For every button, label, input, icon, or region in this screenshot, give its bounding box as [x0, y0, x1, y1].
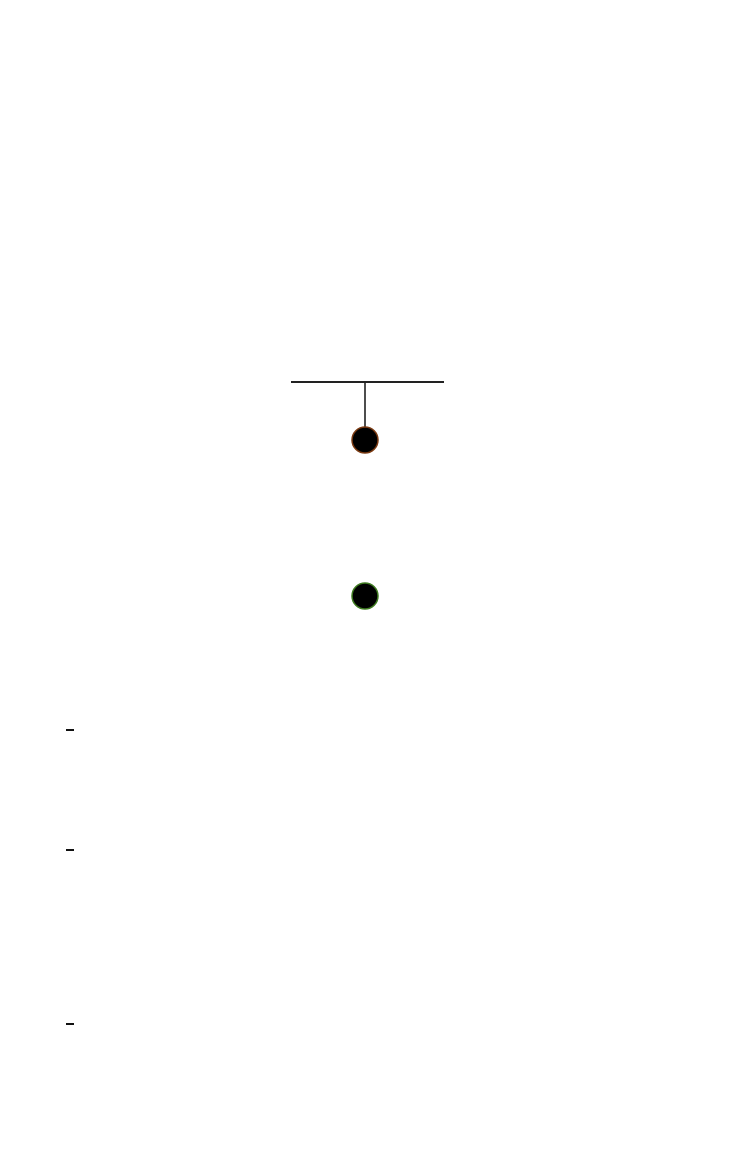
option-b[interactable] [62, 708, 78, 750]
option-d-fraction [66, 1023, 74, 1025]
option-b-fraction [66, 729, 74, 731]
option-c-frac-bar [66, 849, 74, 851]
option-b-frac-bar [66, 729, 74, 731]
spring-pendulum-figure [286, 360, 451, 620]
option-c-fraction [66, 849, 74, 851]
ball-b [352, 583, 378, 609]
option-d[interactable] [62, 1002, 78, 1044]
option-c[interactable] [62, 828, 78, 870]
option-d-frac-bar [66, 1023, 74, 1025]
ball-a [352, 427, 378, 453]
